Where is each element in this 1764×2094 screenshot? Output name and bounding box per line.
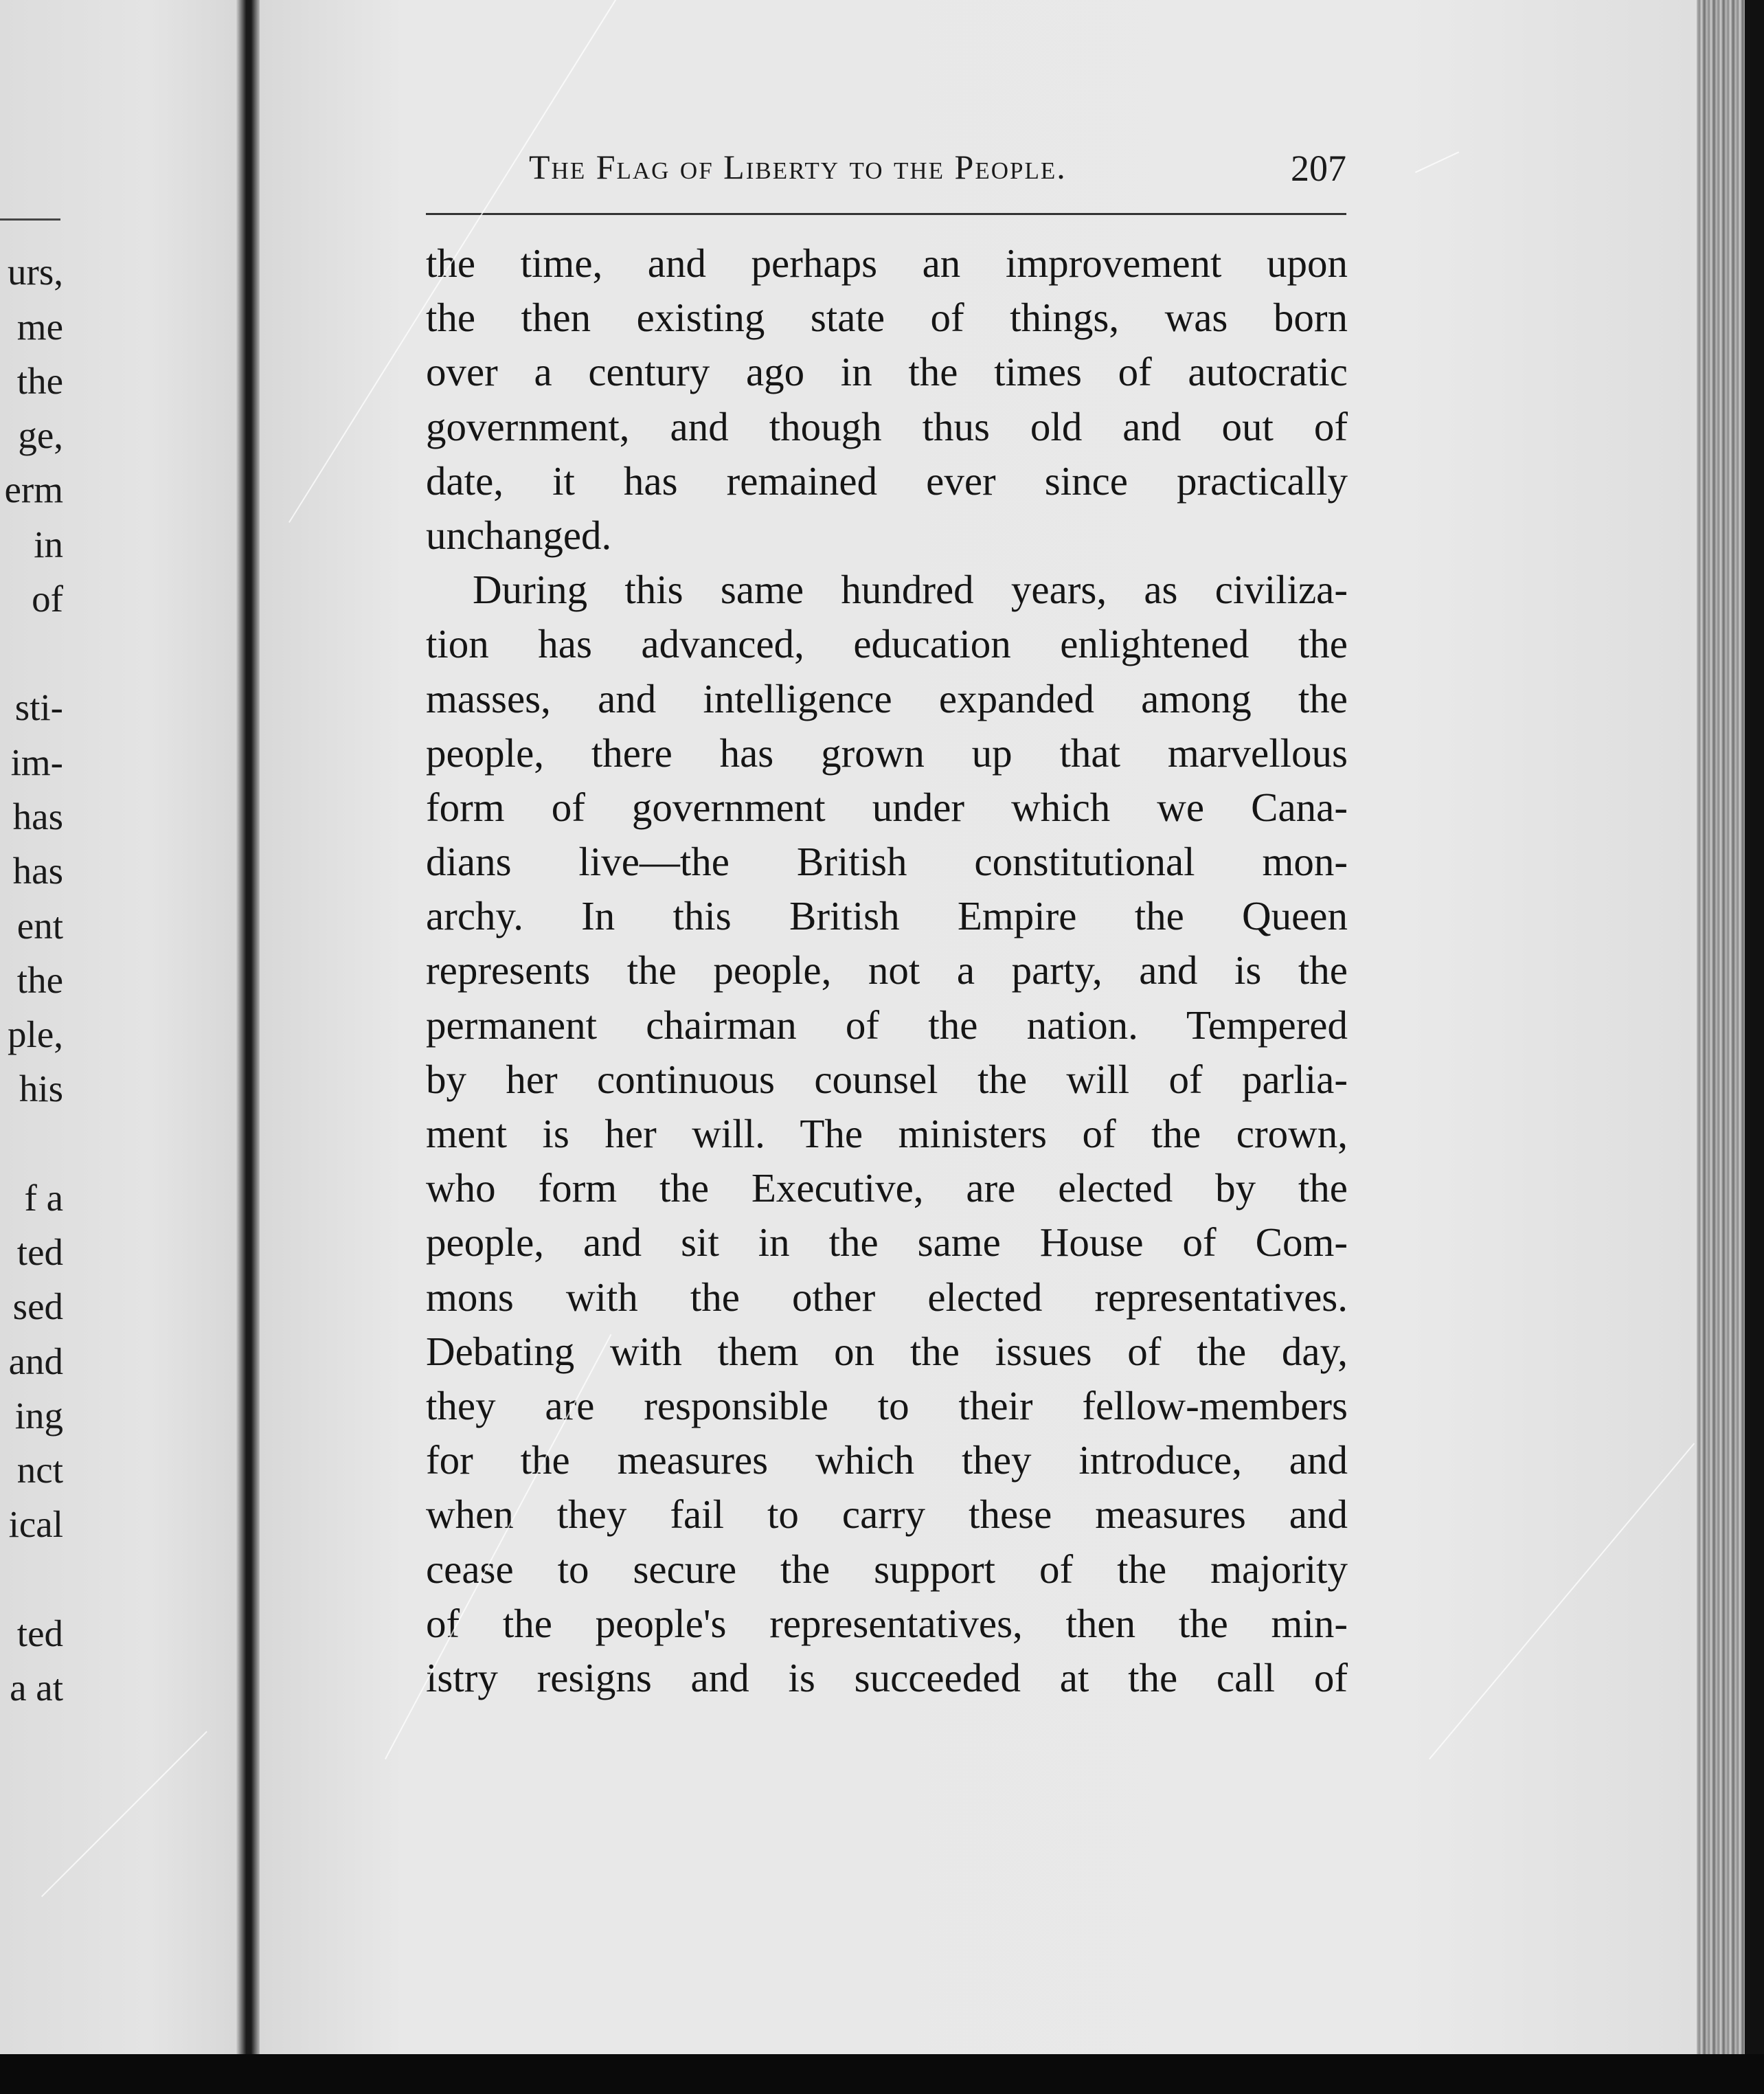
left-fragment: im- [10,741,63,783]
text-line: the then existing state of things, was born [426,295,1348,341]
left-fragment: has [12,796,63,837]
text-line: Debating with them on the issues of the day, [426,1328,1348,1374]
text-line: people, and sit in the same House of Com- [426,1219,1348,1265]
left-facing-page [0,0,249,2054]
page-number: 207 [1291,148,1346,189]
text-line: the time, and perhaps an improvement upon [426,240,1348,286]
book-gutter [236,0,261,2054]
left-fragment: a at [10,1667,63,1709]
left-fragment: me [16,306,63,348]
text-line: tion has advanced, education enlightened the [426,621,1348,667]
left-fragment: erm [4,469,63,510]
text-line: represents the people, not a party, and is the [426,947,1348,993]
text-line: of the people's representatives, then the min- [426,1600,1348,1646]
left-fragment: the [16,360,63,402]
text-line: cease to secure the support of the majority [426,1546,1348,1592]
left-fragment: ple, [8,1013,63,1055]
text-line: masses, and intelligence expanded among the [426,675,1348,721]
text-line: ment is her will. The ministers of the crown, [426,1111,1348,1156]
text-line: permanent chairman of the nation. Tempered [426,1002,1348,1048]
text-line: istry resigns and is succeeded at the call of [426,1654,1348,1700]
left-fragment: sed [12,1285,63,1327]
left-fragment: in [34,524,63,565]
text-line: by her continuous counsel the will of parlia- [426,1056,1348,1102]
text-line: During this same hundred years, as civiliza- [473,567,1348,613]
text-line: date, it has remained ever since practically [426,458,1348,504]
running-title: The Flag of Liberty to the People. [529,148,1067,186]
text-line: government, and though thus old and out of [426,403,1348,449]
text-line: over a century ago in the times of autocratic [426,349,1348,395]
page-stack-edges [1697,0,1764,2094]
text-line: form of government under which we Cana- [426,784,1348,830]
left-fragment: ing [14,1395,63,1437]
text-line: for the measures which they introduce, and [426,1437,1348,1483]
left-fragment: ted [16,1612,63,1654]
left-fragment: and [8,1340,63,1382]
text-line: when they fail to carry these measures and [426,1491,1348,1538]
left-fragment: the [16,959,63,1001]
text-line: they are responsible to their fellow-members [426,1382,1348,1428]
left-fragment: ted [16,1231,63,1273]
text-line: archy. In this British Empire the Queen [426,893,1348,939]
scan-bottom-border [0,2054,1764,2094]
left-fragment: his [19,1068,63,1110]
text-line: unchanged. [426,512,612,558]
text-line: dians live—the British constitutional mon- [426,839,1348,885]
text-line: people, there has grown up that marvellous [426,730,1348,776]
text-line: who form the Executive, are elected by the [426,1165,1348,1211]
left-fragment: nct [16,1449,63,1491]
left-page-header-rule [0,218,60,221]
left-fragment: of [32,578,63,620]
header-rule [426,213,1346,215]
left-fragment: ical [8,1503,63,1545]
left-fragment: urs, [8,251,63,293]
text-line: mons with the other elected representatives. [426,1274,1348,1320]
left-fragment: sti- [14,686,63,728]
left-fragment: f a [24,1177,63,1219]
running-header [426,147,1346,191]
body-text [426,236,1348,1705]
left-fragment: ent [16,905,63,947]
left-fragment: ge, [18,414,63,456]
left-fragment: has [12,850,63,892]
